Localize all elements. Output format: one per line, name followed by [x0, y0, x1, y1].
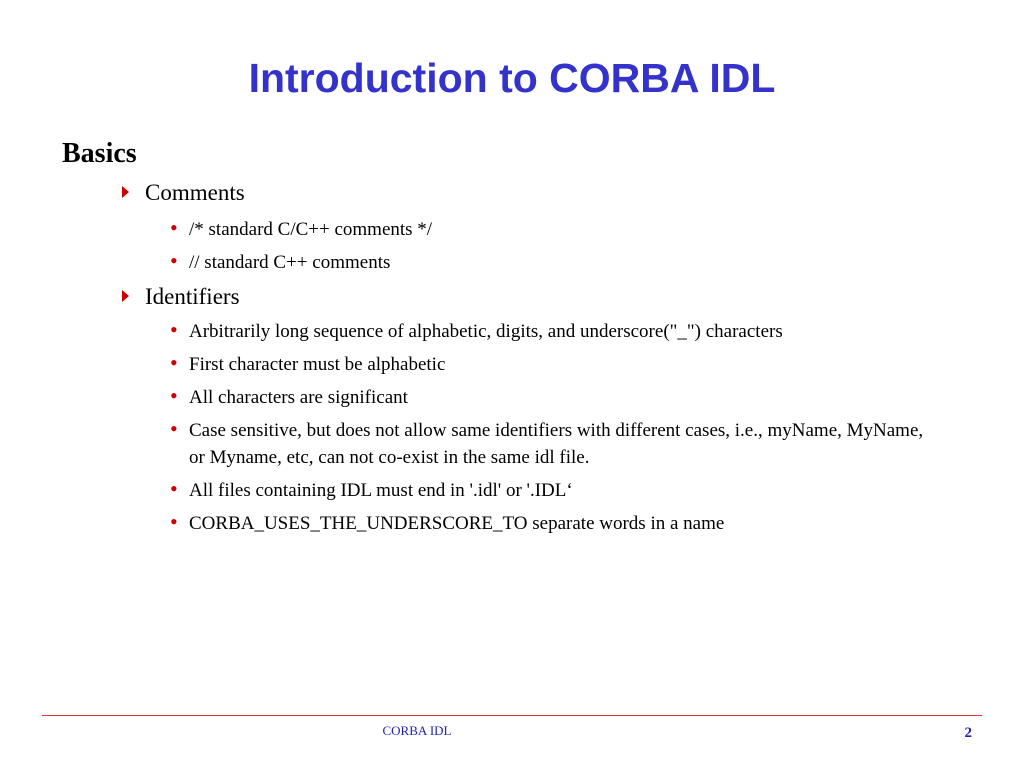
dot-bullet-icon: •	[170, 317, 178, 342]
sub-bullet	[168, 351, 928, 378]
sub-bullet-text: /* standard C/C++ comments */	[189, 219, 433, 240]
sub-bullet	[168, 384, 928, 411]
arrow-bullet-icon	[122, 186, 129, 198]
arrow-bullet-icon	[122, 290, 129, 302]
sub-bullet-text: Case sensitive, but does not allow same identifiers with different cases, i.e., myName, MyName, or Myname, etc, can not co-exist in the same idl file.	[189, 420, 924, 468]
dot-bullet-icon: •	[170, 476, 178, 501]
sub-bullet-text: First character must be alphabetic	[189, 354, 446, 375]
page-number: 2	[964, 725, 972, 741]
dot-bullet-icon: •	[170, 416, 178, 441]
dot-bullet-icon: •	[170, 215, 178, 240]
section-heading: Basics	[62, 138, 137, 169]
sub-bullet-text: // standard C++ comments	[189, 252, 391, 273]
sub-bullet-text: All files containing IDL must end in '.idl' or '.IDL‘	[189, 480, 573, 501]
sub-bullet	[168, 510, 928, 537]
dot-bullet-icon: •	[170, 350, 178, 375]
sub-bullet-text: CORBA_USES_THE_UNDERSCORE_TO separate words in a name	[189, 513, 725, 534]
bullet-label: Identifiers	[145, 284, 240, 309]
footer-title: CORBA IDL	[382, 723, 452, 738]
dot-bullet-icon: •	[170, 248, 178, 273]
bullet-label: Comments	[145, 180, 245, 205]
dot-bullet-icon: •	[170, 383, 178, 408]
sub-bullet	[168, 318, 928, 345]
slide-title: Introduction to CORBA IDL	[248, 55, 776, 101]
sub-bullet	[168, 417, 928, 471]
dot-bullet-icon: •	[170, 509, 178, 534]
footer-divider	[42, 715, 982, 716]
sub-bullet	[168, 216, 928, 243]
sub-bullet-text: Arbitrarily long sequence of alphabetic, digits, and underscore("_") characters	[189, 321, 783, 342]
sub-bullet	[168, 249, 928, 276]
sub-bullet-text: All characters are significant	[189, 387, 408, 408]
sub-bullet	[168, 477, 928, 504]
